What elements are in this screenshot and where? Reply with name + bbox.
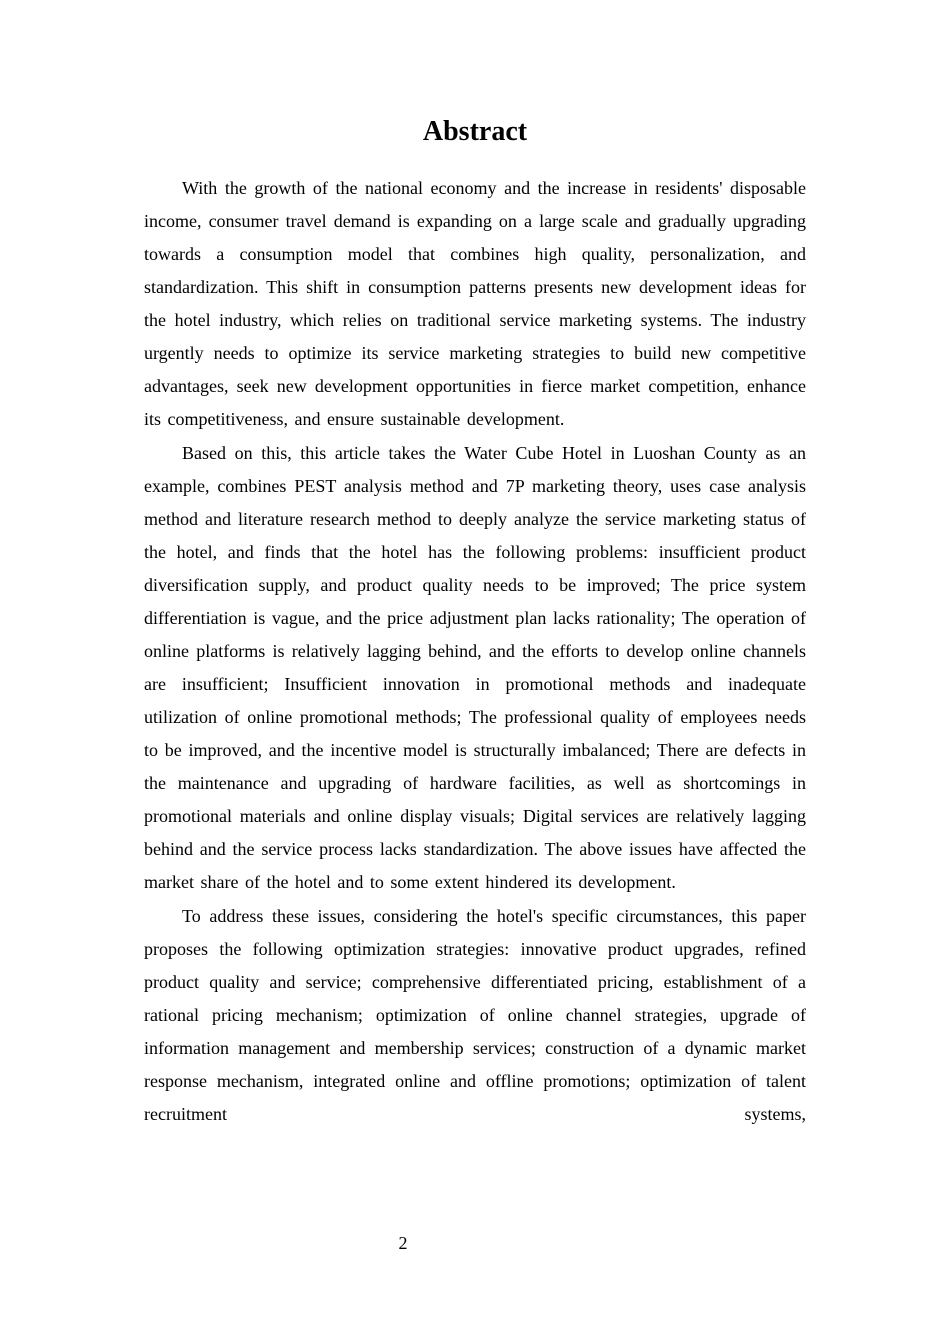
document-page <box>144 112 806 1132</box>
paragraph-1: With the growth of the national economy and the increase in residents' disposable income, consumer travel demand is expanding on a large scale and gradually upgrading towards a consumption model that combines high quality, personalization, and standardization. This shift in consumption patterns presents new development ideas for the hotel industry, which relies on traditional service marketing systems. The industry urgently needs to optimize its service marketing strategies to build new competitive advantages, seek new development opportunities in fierce market competition, enhance its competitiveness, and ensure sustainable development. <box>144 178 806 429</box>
paragraph-2: Based on this, this article takes the Water Cube Hotel in Luoshan County as an example, combines PEST analysis method and 7P marketing theory, uses case analysis method and literature research method to deeply analyze the service marketing status of the hotel, and finds that the hotel has the following problems: insufficient product diversification supply, and product quality needs to be improved; The price system differentiation is vague, and the price adjustment plan lacks rationality; The operation of online platforms is relatively lagging behind, and the efforts to develop online channels are insufficient; Insufficient innovation in promotional methods and inadequate utilization of online promotional methods; The professional quality of employees needs to be improved, and the incentive model is structurally imbalanced; There are defects in the maintenance and upgrading of hardware facilities, as well as shortcomings in promotional materials and online display visuals; Digital services are relatively lagging behind and the service process lacks standardization. The above issues have affected the market share of the hotel and to some extent hindered its development. <box>144 443 806 892</box>
page-number: 2 <box>398 1233 408 1253</box>
page-title: Abstract <box>422 116 528 147</box>
paragraph-3: To address these issues, considering the hotel's specific circumstances, this paper proposes the following optimization strategies: innovative product upgrades, refined product quality and service; comprehensive differentiated pricing, establishment of a rational pricing mechanism; optimization of online channel strategies, upgrade of information management and membership services; construction of a dynamic market response mechanism, integrated online and offline promotions; optimization of talent recruitment systems, <box>144 906 806 1124</box>
